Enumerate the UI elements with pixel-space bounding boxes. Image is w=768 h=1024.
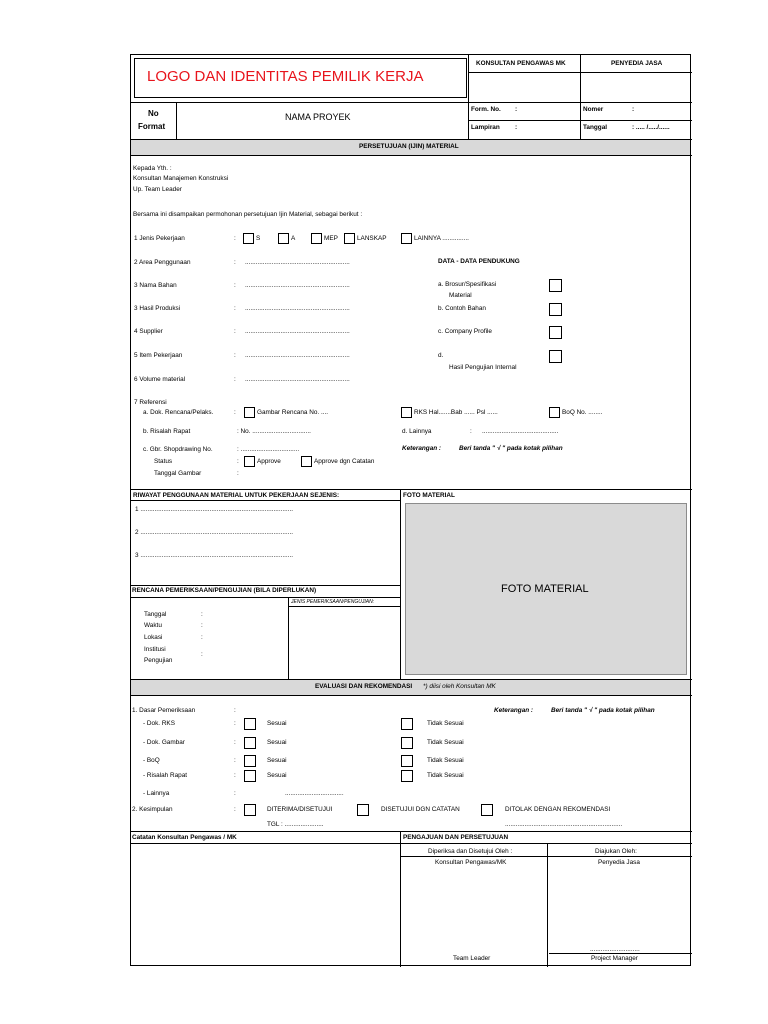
rks-text: RKS Hal.......Bab ...... Psl ...... [414, 409, 498, 416]
pm-dots: ............................ [590, 946, 640, 953]
pendukung-b-label: b. Contoh Bahan [438, 305, 486, 312]
eval-risalah-tidak: Tidak Sesuai [427, 772, 464, 779]
riwayat-row-1[interactable]: 1 ...................................................................................... [135, 506, 294, 513]
checkbox-boq[interactable] [549, 407, 560, 418]
penyedia-signature-area[interactable] [549, 868, 690, 946]
material-approval-form [130, 54, 691, 966]
catatan-title: Catatan Konsultan Pengawas / MK [132, 834, 237, 841]
jenis-pemeriksaan-title: JENIS PEMERIKSAAN/PENGUJIAN: [291, 599, 375, 605]
field-item-label: 5 Item Pekerjaan [134, 352, 183, 359]
addressee-line1: Kepada Yth. : [133, 165, 172, 172]
checkbox-boq-sesuai[interactable] [244, 755, 256, 767]
approve-catatan-text: Approve dgn Catatan [314, 458, 375, 465]
pengajuan-title: PENGAJUAN DAN PERSETUJUAN [403, 834, 509, 841]
form-no-label: Form. No. [471, 106, 501, 113]
checkbox-hasil-pengujian[interactable] [549, 350, 562, 363]
kesimpulan-label: 2. Kesimpulan [132, 806, 173, 813]
tanggal-value: : ..... /...../...... [632, 124, 670, 131]
checkbox-lanskap[interactable] [344, 233, 355, 244]
checkbox-company-profile[interactable] [549, 326, 562, 339]
jenis-colon: : [234, 235, 236, 242]
eval-boq-colon: : [234, 757, 236, 764]
option-a: A [291, 235, 296, 242]
foto-placeholder-label: FOTO MATERIAL [501, 583, 589, 595]
jenis-label: 1 Jenis Pekerjaan [134, 235, 185, 242]
eval-rks-colon: : [234, 720, 236, 727]
field-area-label: 2 Area Penggunaan [134, 259, 191, 266]
konsultan-signature-area[interactable] [402, 868, 545, 948]
eval-boq-sesuai: Sesuai [267, 757, 287, 764]
pendukung-a-label: a. Brosur/Spesifikasi [438, 281, 497, 288]
checkbox-gambar-sesuai[interactable] [244, 737, 256, 749]
checkbox-risalah-sesuai[interactable] [244, 770, 256, 782]
boq-text: BoQ No. ........ [562, 409, 603, 416]
no-format-line2: Format [138, 122, 166, 131]
field-item-colon: : [234, 352, 236, 359]
rencana-institusi-label: Institusi [144, 646, 166, 653]
rencana-institusi-colon: : [201, 651, 203, 658]
nama-proyek: NAMA PROYEK [285, 112, 351, 122]
referensi-d-colon: : [470, 428, 472, 435]
eval-rks-label: - Dok. RKS [143, 720, 175, 727]
checkbox-risalah-tidak[interactable] [401, 770, 413, 782]
no-format-line1: No [148, 109, 159, 118]
evaluasi-keterangan-text: Beri tanda " √ " pada kotak pilihan [551, 707, 655, 714]
kesimpulan-tgl[interactable]: TGL : ...................... [267, 821, 324, 828]
addressee-line2: Konsultan Manajemen Konstruksi [133, 175, 229, 182]
evaluasi-title: EVALUASI DAN REKOMENDASI [315, 683, 413, 690]
eval-risalah-colon: : [234, 772, 236, 779]
eval-lainnya-label: - Lainnya [143, 790, 170, 797]
option-lanskap: LANSKAP [357, 235, 387, 242]
referensi-d-dots[interactable]: ........................................... [482, 428, 559, 435]
eval-boq-label: - BoQ [143, 757, 160, 764]
checkbox-ditolak[interactable] [481, 804, 493, 816]
referensi-c-label: c. Gbr. Shopdrawing No. [143, 446, 213, 453]
riwayat-row-3[interactable]: 3 ...................................................................................... [135, 552, 294, 559]
referensi-title: 7 Referensi [134, 399, 167, 406]
diajukan-label: Diajukan Oleh: [595, 848, 637, 855]
checkbox-diterima[interactable] [244, 804, 256, 816]
checkbox-rks[interactable] [401, 407, 412, 418]
referensi-keterangan-text: Beri tanda " √ " pada kotak pilihan [459, 445, 563, 452]
penyedia-header: PENYEDIA JASA [611, 60, 663, 67]
checkbox-gambar-tidak[interactable] [401, 737, 413, 749]
pendukung-title: DATA - DATA PENDUKUNG [438, 258, 520, 265]
section-title: PERSETUJUAN (IJIN) MATERIAL [359, 143, 459, 150]
ditolak-dots[interactable]: .................................................................. [505, 821, 623, 828]
option-s: S [256, 235, 261, 242]
disetujui-catatan-text: DISETUJUI DGN CATATAN [381, 806, 460, 813]
checkbox-approve[interactable] [244, 456, 255, 467]
eval-lainnya-colon: : [234, 790, 236, 797]
field-supplier-colon: : [234, 328, 236, 335]
referensi-b-label: b. Risalah Rapat [143, 428, 191, 435]
field-nama-bahan-colon: : [234, 282, 236, 289]
foto-title: FOTO MATERIAL [403, 492, 455, 499]
approve-text: Approve [257, 458, 281, 465]
dasar-colon: : [234, 707, 236, 714]
checkbox-approve-catatan[interactable] [301, 456, 312, 467]
nomer-colon: : [632, 106, 635, 113]
referensi-d-label: d. Lainnya [402, 428, 432, 435]
checkbox-disetujui-catatan[interactable] [357, 804, 369, 816]
eval-risalah-sesuai: Sesuai [267, 772, 287, 779]
rencana-title: RENCANA PEMERIKSAAN/PENGUJIAN (BILA DIPERLUKAN) [132, 587, 317, 594]
team-leader-label: Team Leader [453, 955, 491, 962]
field-volume-label: 6 Volume material [134, 376, 186, 383]
addressee-line3: Up. Team Leader [133, 186, 182, 193]
eval-gambar-label: - Dok. Gambar [143, 739, 185, 746]
field-item-dots[interactable]: ........................................................... [245, 352, 350, 359]
rencana-tanggal-colon: : [201, 611, 203, 618]
eval-lainnya-dots[interactable]: ................................. [285, 790, 344, 797]
diterima-text: DITERIMA/DISETUJUI [267, 806, 333, 813]
project-manager-label: Project Manager [591, 955, 638, 962]
tanggal-label: Tanggal [583, 124, 608, 131]
intro-text: Bersama ini disampaikan permohonan persetujuan Ijin Material, sebagai berikut : [133, 211, 363, 218]
rencana-lokasi-label: Lokasi [144, 634, 163, 641]
pendukung-d-label2: Hasil Pengujian Internal [449, 364, 517, 371]
field-area-dots[interactable]: ........................................................... [245, 259, 350, 266]
checkbox-rks-tidak[interactable] [401, 718, 413, 730]
checkbox-rks-sesuai[interactable] [244, 718, 256, 730]
evaluasi-note: *) diisi oleh Konsultan MK [423, 683, 496, 690]
rencana-institusi-label2: Pengujian [144, 657, 173, 664]
status-label: Status [154, 458, 173, 465]
referensi-keterangan-label: Keterangan : [402, 445, 442, 452]
checkbox-lainnya[interactable] [401, 233, 412, 244]
diperiksa-label: Diperiksa dan Disetujui Oleh : [428, 848, 513, 855]
field-hasil-produksi-dots[interactable]: ........................................................... [245, 305, 350, 312]
eval-gambar-sesuai: Sesuai [267, 739, 287, 746]
tgl-gambar-colon: : [237, 470, 239, 477]
eval-rks-tidak: Tidak Sesuai [427, 720, 464, 727]
field-hasil-produksi-colon: : [234, 305, 236, 312]
riwayat-title: RIWAYAT PENGGUNAAN MATERIAL UNTUK PEKERJAAN SEJENIS: [133, 492, 340, 499]
logo-text: LOGO DAN IDENTITAS PEMILIK KERJA [147, 68, 424, 85]
checkbox-brosur[interactable] [549, 279, 562, 292]
field-nama-bahan-dots[interactable]: ........................................................... [245, 282, 350, 289]
catatan-area[interactable] [132, 845, 398, 965]
field-supplier-label: 4 Supplier [134, 328, 163, 335]
pendukung-c-label: c. Company Profile [438, 328, 492, 335]
rencana-tanggal-label: Tanggal [144, 611, 167, 618]
field-volume-dots[interactable]: ........................................................... [245, 376, 350, 383]
pendukung-a-label2: Material [449, 292, 472, 299]
referensi-c-value[interactable]: : ................................. [237, 446, 300, 453]
checkbox-a[interactable] [278, 233, 289, 244]
gambar-rencana-text: Gambar Rencana No. .... [257, 409, 329, 416]
option-mep: MEP [324, 235, 338, 242]
rencana-waktu-label: Waktu [144, 622, 162, 629]
checkbox-boq-tidak[interactable] [401, 755, 413, 767]
konsultan-signature-label: Konsultan Pengawas/MK [435, 859, 507, 866]
checkbox-contoh-bahan[interactable] [549, 303, 562, 316]
eval-risalah-label: - Risalah Rapat [143, 772, 188, 779]
lampiran-colon: : [515, 124, 518, 131]
dasar-label: 1. Dasar Pemeriksaan [132, 707, 196, 714]
tgl-gambar-label: Tanggal Gambar [154, 470, 202, 477]
checkbox-s[interactable] [243, 233, 254, 244]
referensi-b-value[interactable]: : No. ................................. [237, 428, 311, 435]
riwayat-row-2[interactable]: 2 ...................................................................................... [135, 529, 294, 536]
rencana-lokasi-colon: : [201, 634, 203, 641]
eval-rks-sesuai: Sesuai [267, 720, 287, 727]
referensi-a-label: a. Dok. Rencana/Pelaks. [143, 409, 214, 416]
penyedia-signature-label: Penyedia Jasa [598, 859, 640, 866]
kesimpulan-colon: : [234, 806, 236, 813]
konsultan-header: KONSULTAN PENGAWAS MK [476, 60, 566, 67]
field-nama-bahan-label: 3 Nama Bahan [134, 282, 177, 289]
status-colon: : [237, 458, 239, 465]
form-no-colon: : [515, 106, 518, 113]
pendukung-d-label: d. [438, 352, 444, 359]
checkbox-mep[interactable] [311, 233, 322, 244]
field-volume-colon: : [234, 376, 236, 383]
field-hasil-produksi-label: 3 Hasil Produksi [134, 305, 181, 312]
field-area-colon: : [234, 259, 236, 266]
referensi-a-colon: : [234, 409, 236, 416]
eval-gambar-tidak: Tidak Sesuai [427, 739, 464, 746]
checkbox-gambar-rencana[interactable] [244, 407, 255, 418]
evaluasi-keterangan-label: Keterangan : [494, 707, 534, 714]
field-supplier-dots[interactable]: ........................................................... [245, 328, 350, 335]
eval-boq-tidak: Tidak Sesuai [427, 757, 464, 764]
nomer-label: Nomer [583, 106, 604, 113]
lampiran-label: Lampiran [471, 124, 500, 131]
ditolak-text: DITOLAK DENGAN REKOMENDASI [505, 806, 611, 813]
eval-gambar-colon: : [234, 739, 236, 746]
option-lainnya: LAINNYA ............... [414, 235, 469, 242]
rencana-waktu-colon: : [201, 622, 203, 629]
